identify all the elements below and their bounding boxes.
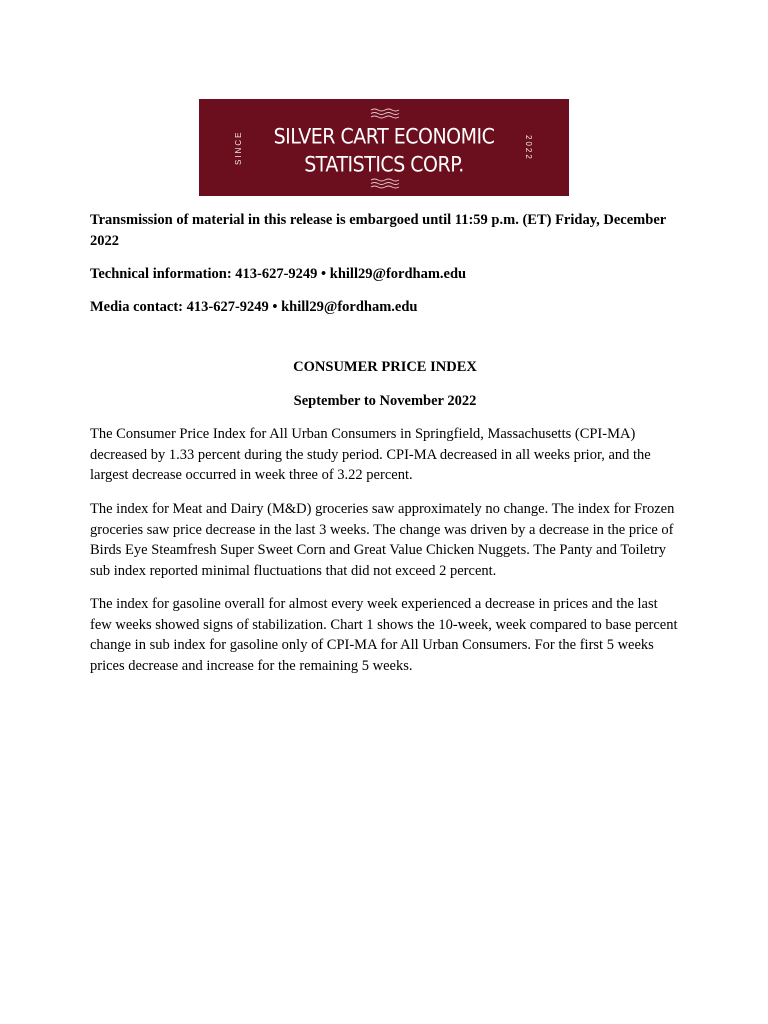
company-logo <box>199 99 569 196</box>
report-title: CONSUMER PRICE INDEX <box>293 359 477 375</box>
logo-line-1: SILVER CART ECONOMIC <box>273 124 495 150</box>
paragraph-summary: The Consumer Price Index for All Urban Consumers in Springfield, Massachusetts (CPI-MA) decreased by 1.33 percent during the study period. CPI-MA decreased in all weeks prior, and the largest decrease occurred in week three of 3.22 percent. <box>90 426 651 483</box>
technical-information: Technical information: 413-627-9249 • khill29@fordham.edu <box>90 266 467 282</box>
logo-since-label: SINCE <box>234 130 243 166</box>
logo-line-2: STATISTICS CORP. <box>304 152 464 178</box>
wave-ornament-icon <box>370 108 400 119</box>
media-contact: Media contact: 413-627-9249 • khill29@fordham.edu <box>90 299 418 315</box>
report-period: September to November 2022 <box>293 393 477 409</box>
paragraph-groceries: The index for Meat and Dairy (M&D) groceries saw approximately no change. The index for Frozen groceries saw price decrease in the last 3 weeks. The change was driven by a decrease in the price of Birds Eye Steamfresh Super Sweet Corn and Great Value Chicken Nuggets. The Panty and Toiletry sub index reported minimal fluctuations that did not exceed 2 percent. <box>90 501 675 579</box>
paragraph-gasoline: The index for gasoline overall for almost every week experienced a decrease in prices and the last few weeks showed signs of stabilization. Chart 1 shows the 10-week, week compared to base percent change in sub index for gasoline only of CPI-MA for All Urban Consumers. For the first 5 weeks prices decrease and increase for the remaining 5 weeks. <box>90 596 678 674</box>
logo-year-label: 2022 <box>524 135 533 161</box>
embargo-notice: Transmission of material in this release is embargoed until 11:59 p.m. (ET) Friday, December 2022 <box>90 212 666 249</box>
wave-ornament-icon <box>370 178 400 189</box>
